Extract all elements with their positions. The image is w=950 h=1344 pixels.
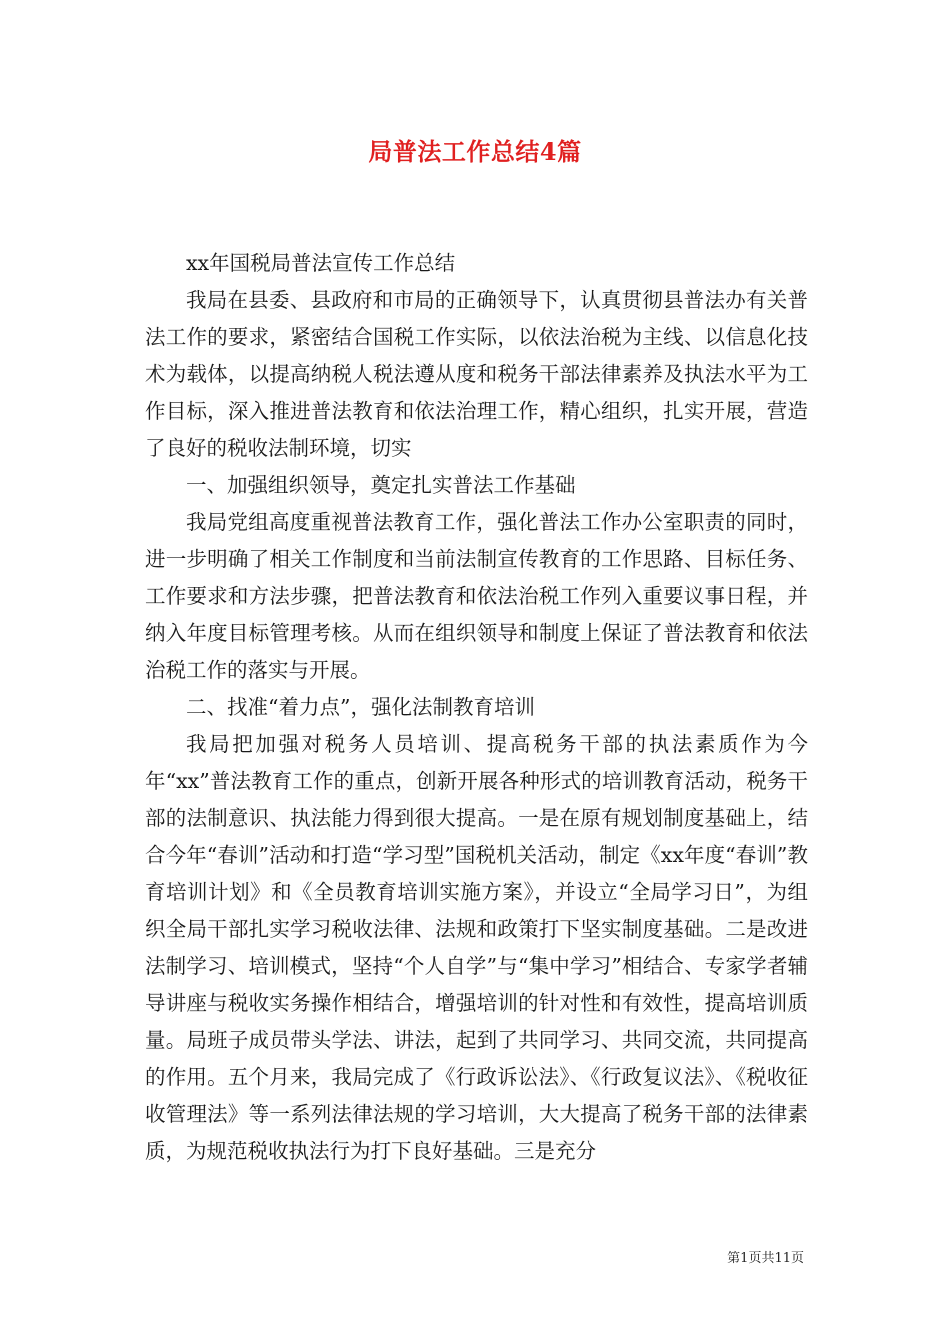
section-heading-summary: xx年国税局普法宣传工作总结 (186, 251, 456, 275)
document-title: 局普法工作总结4篇 (368, 137, 582, 166)
paragraph-training: 我局把加强对税务人员培训、提高税务干部的执法素质作为今年“xx”普法教育工作的重点，创新开展各种形式的培训教育活动，税务干部的法制意识、执法能力得到很大提高。一是在原有规划制度基础上，结合今年“春训”活动和打造“学习型”国税机关活动，制定《xx年度“春训”教育培训计划》和《全员教育培训实施方案》，并设立“全局学习日”，为组织全局干部扎实学习税收法律、法规和政策打下坚实制度基础。二是改进法制学习、培训模式，坚持“个人自学”与“集中学习”相结合、专家学者辅导讲座与税收实务操作相结合，增强培训的针对性和有效性，提高培训质量。局班子成员带头学法、讲法，起到了共同学习、共同交流，共同提高的作用。五个月来，我局完成了《行政诉讼法》、《行政复议法》、《税收征收管理法》等一系列法律法规的学习培训，大大提高了税务干部的法律素质，为规范税收执法行为打下良好基础。三是充分 (145, 732, 808, 1163)
page-number: 第1页共11页 (727, 1251, 804, 1266)
paragraph-intro: 我局在县委、县政府和市局的正确领导下，认真贯彻县普法办有关普法工作的要求，紧密结合国税工作实际，以依法治税为主线、以信息化技术为载体，以提高纳税人税法遵从度和税务干部法律素养及执法水平为工作目标，深入推进普法教育和依法治理工作，精心组织，扎实开展，营造了良好的税收法制环境，切实 (145, 288, 808, 460)
document-body (145, 245, 808, 1170)
paragraph-organization: 我局党组高度重视普法教育工作，强化普法工作办公室职责的同时，进一步明确了相关工作制度和当前法制宣传教育的工作思路、目标任务、工作要求和方法步骤，把普法教育和依法治税工作列入重要议事日程，并纳入年度目标管理考核。从而在组织领导和制度上保证了普法教育和依法治税工作的落实与开展。 (145, 510, 808, 682)
section-heading-2: 二、找准“着力点”，强化法制教育培训 (186, 695, 535, 719)
section-heading-1: 一、加强组织领导，奠定扎实普法工作基础 (186, 473, 576, 497)
